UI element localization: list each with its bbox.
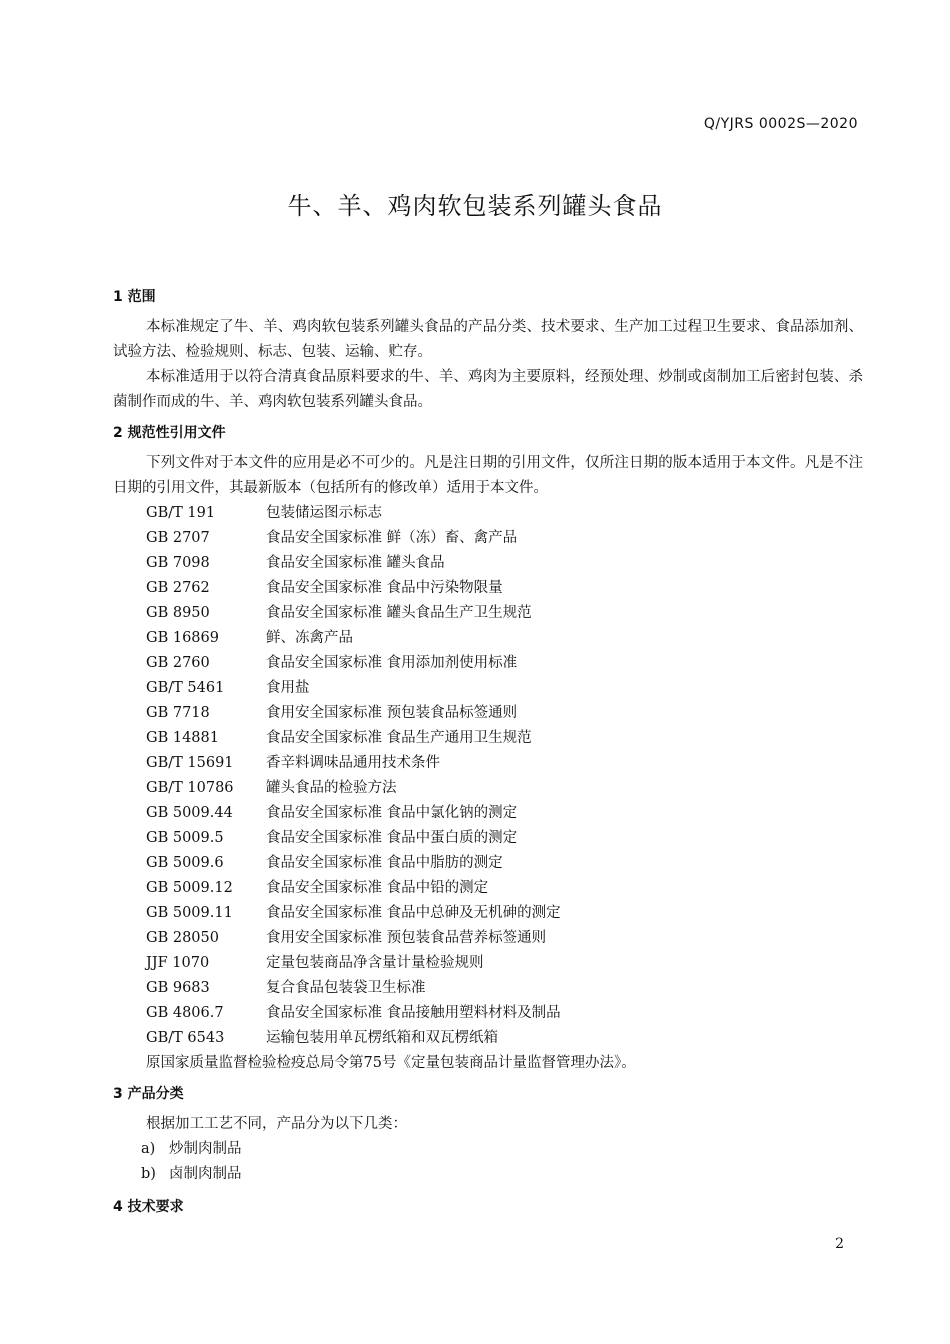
reference-item [113, 901, 863, 926]
reference-item [113, 601, 863, 626]
reference-name: 食品安全国家标准 食品生产通用卫生规范 [266, 730, 532, 746]
reference-item [113, 1001, 863, 1026]
reference-code: GB 5009.6 [146, 855, 224, 871]
reference-item [113, 776, 863, 801]
reference-name: 食品安全国家标准 食品中蛋白质的测定 [266, 830, 518, 846]
paragraph: 本标准适用于以符合清真食品原料要求的牛、羊、鸡肉为主要原料，经预处理、炒制或卤制加工后密封包装、杀菌制作而成的牛、羊、鸡肉软包装系列罐头食品。 [113, 369, 863, 410]
reference-item [113, 1026, 863, 1051]
reference-code: JJF 1070 [146, 955, 210, 971]
page-number: 2 [835, 1236, 844, 1252]
reference-name: 食品安全国家标准 食品中总砷及无机砷的测定 [266, 905, 561, 921]
reference-code: GB 5009.12 [146, 880, 233, 896]
document-title: 牛、羊、鸡肉软包装系列罐头食品 [287, 192, 663, 220]
reference-code: GB/T 10786 [146, 780, 234, 796]
reference-name: 食品安全国家标准 鲜（冻）畜、禽产品 [266, 530, 518, 546]
paragraph: 根据加工工艺不同，产品分为以下几类： [146, 1116, 407, 1132]
reference-name: 罐头食品的检验方法 [266, 780, 397, 796]
reference-name: 鲜、冻禽产品 [266, 630, 353, 646]
reference-item [113, 526, 863, 551]
reference-item [113, 501, 863, 526]
list-text: 炒制肉制品 [169, 1141, 242, 1157]
list-marker: b) [141, 1166, 156, 1182]
reference-code: GB 2762 [146, 580, 210, 596]
section-heading-scope: 1 范围 [113, 289, 156, 305]
list-text: 卤制肉制品 [169, 1166, 242, 1182]
reference-item [113, 626, 863, 651]
reference-item [113, 726, 863, 751]
reference-name: 食品安全国家标准 食品中氯化钠的测定 [266, 805, 518, 821]
reference-name: 食品安全国家标准 食品中脂肪的测定 [266, 855, 503, 871]
reference-name: 食用盐 [266, 680, 310, 696]
reference-item [113, 701, 863, 726]
reference-code: GB/T 191 [146, 505, 216, 521]
reference-item [113, 676, 863, 701]
reference-code: GB 16869 [146, 630, 219, 646]
paragraph: 下列文件对于本文件的应用是必不可少的。凡是注日期的引用文件，仅所注日期的版本适用于本文件。凡是不注日期的引用文件，其最新版本（包括所有的修改单）适用于本文件。 [113, 455, 863, 496]
section-heading-normative-references: 2 规范性引用文件 [113, 425, 226, 441]
reference-code: GB 4806.7 [146, 1005, 224, 1021]
reference-code: GB 7718 [146, 705, 210, 721]
reference-item [113, 751, 863, 776]
standard-code: Q/YJRS 0002S—2020 [703, 116, 858, 132]
reference-name: 香辛料调味品通用技术条件 [266, 755, 440, 771]
reference-item [113, 576, 863, 601]
reference-code: GB 2707 [146, 530, 210, 546]
reference-code: GB/T 15691 [146, 755, 234, 771]
reference-name: 定量包装商品净含量计量检验规则 [266, 955, 484, 971]
reference-item [113, 551, 863, 576]
reference-code: GB 5009.11 [146, 905, 233, 921]
reference-code: GB 14881 [146, 730, 219, 746]
paragraph: 本标准规定了牛、羊、鸡肉软包装系列罐头食品的产品分类、技术要求、生产加工过程卫生要求、食品添加剂、试验方法、检验规则、标志、包装、运输、贮存。 [113, 319, 863, 360]
reference-code: GB 9683 [146, 980, 210, 996]
reference-name: 食用安全国家标准 预包装食品标签通则 [266, 705, 518, 721]
list-item [113, 1162, 863, 1187]
reference-name: 包装储运图示标志 [266, 505, 382, 521]
reference-name: 食品安全国家标准 罐头食品 [266, 555, 445, 571]
section-heading-technical-requirements: 4 技术要求 [113, 1199, 184, 1215]
reference-code: GB/T 5461 [146, 680, 225, 696]
section-heading-product-classification: 3 产品分类 [113, 1086, 184, 1102]
list-item [113, 1137, 863, 1162]
reference-code: GB/T 6543 [146, 1030, 225, 1046]
reference-code: GB 2760 [146, 655, 210, 671]
reference-name: 食品安全国家标准 食用添加剂使用标准 [266, 655, 518, 671]
reference-item [113, 926, 863, 951]
reference-item [113, 851, 863, 876]
list-marker: a) [141, 1141, 156, 1157]
reference-code: GB 5009.44 [146, 805, 233, 821]
reference-code: GB 7098 [146, 555, 210, 571]
classification-list [113, 1137, 863, 1187]
reference-name: 食品安全国家标准 食品中污染物限量 [266, 580, 503, 596]
reference-code: GB 8950 [146, 605, 210, 621]
reference-item [113, 826, 863, 851]
reference-list [113, 501, 863, 1051]
reference-name: 运输包装用单瓦楞纸箱和双瓦楞纸箱 [266, 1030, 498, 1046]
reference-item [113, 651, 863, 676]
reference-item [113, 801, 863, 826]
reference-item [113, 976, 863, 1001]
reference-name: 食品安全国家标准 食品中铅的测定 [266, 880, 489, 896]
reference-name: 食品安全国家标准 食品接触用塑料材料及制品 [266, 1005, 561, 1021]
document-body [113, 285, 863, 1219]
reference-code: GB 5009.5 [146, 830, 224, 846]
reference-name: 食用安全国家标准 预包装食品营养标签通则 [266, 930, 547, 946]
reference-name: 食品安全国家标准 罐头食品生产卫生规范 [266, 605, 532, 621]
reference-item [113, 876, 863, 901]
reference-item [113, 951, 863, 976]
reference-name: 复合食品包装袋卫生标准 [266, 980, 426, 996]
reference-code: GB 28050 [146, 930, 219, 946]
paragraph: 原国家质量监督检验检疫总局令第75号《定量包装商品计量监督管理办法》。 [146, 1055, 636, 1071]
